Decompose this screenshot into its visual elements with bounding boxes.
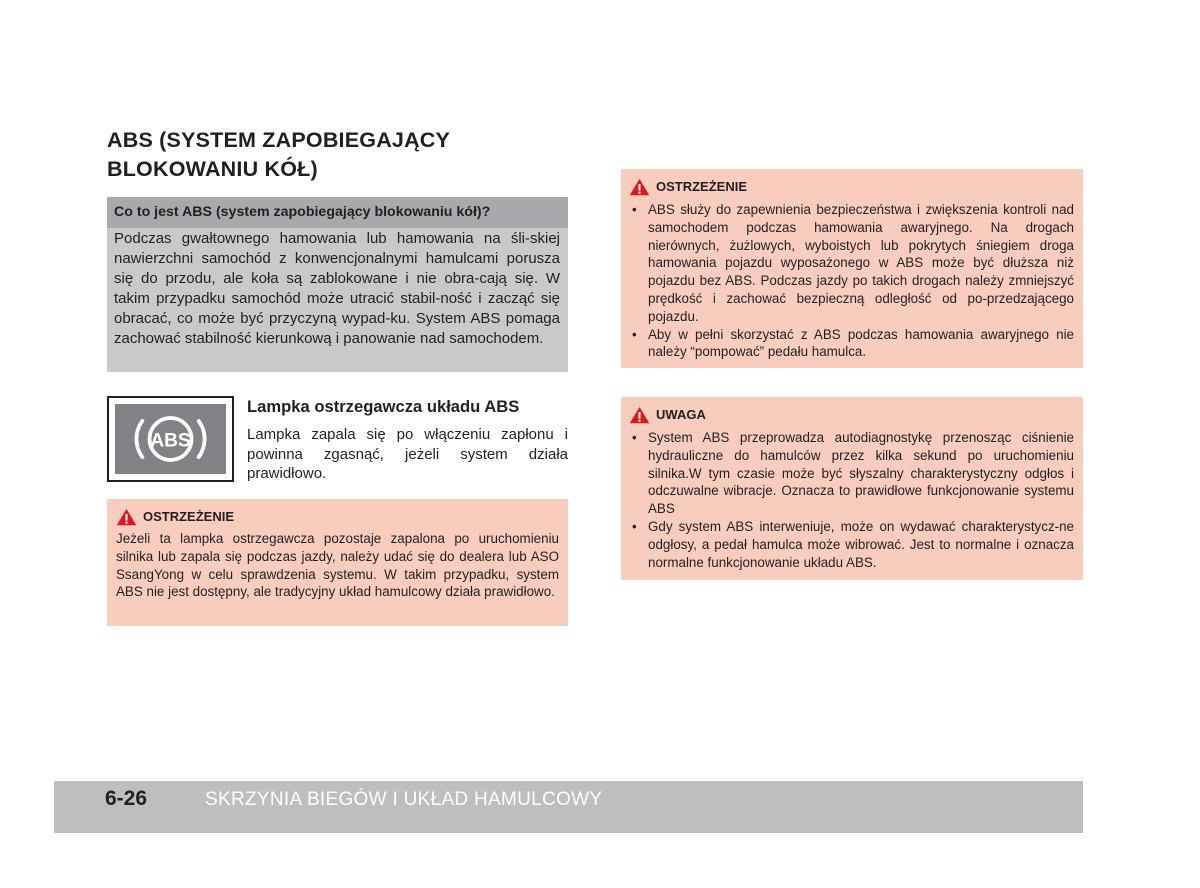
warning-box-left — [107, 499, 568, 626]
caution-label: UWAGA — [656, 407, 706, 422]
list-item: • Aby w pełni skorzystać z ABS podczas hamowania awaryjnego nie należy “pompować” pedału hamulca. — [629, 326, 1074, 362]
list-item: • ABS służy do zapewnienia bezpieczeństwa i zwiększenia kontroli nad samochodem podczas hamowania awaryjnego. Na drogach nierównych, żużlowych, wyboistych lub pokrytych śniegiem droga hamowania pojazdu wyposażonego w ABS może być dłuższa niż pojazdu bez ABS. Podczas jazdy po takich drogach należy zmniejszyć prędkość i zachować bezpieczną odległość od po-przedzającego pojazdu. — [629, 201, 1074, 326]
warning-label: OSTRZEŻENIE — [656, 179, 748, 194]
list-item: • System ABS przeprowadza autodiagnostykę przenosząc ciśnienie hydrauliczne do hamulców przez kilka sekund po uruchomieniu silnika.W tym czasie może być słyszalny charakterystyczny odgłos i odczuwalne wibracje. Oznacza to prawidłowe funkcjonowanie systemu ABS — [629, 429, 1074, 518]
abs-warning-lamp-icon — [107, 396, 234, 482]
caution-box-right — [621, 397, 1083, 580]
warning-triangle-icon — [629, 406, 650, 424]
page-footer — [54, 781, 1083, 833]
warning-label: OSTRZEŻENIE — [143, 509, 235, 524]
warning-text: Jeżeli ta lampka ostrzegawcza pozostaje zapalona po uruchomieniu silnika lub zapala się podczas jazdy, należy udać się do dealera lub ASO SsangYong w celu sprawdzenia systemu. W takim przypadku, system ABS nie jest dostępny, ale tradycyjny układ hamulcowy działa prawidłowo. — [116, 531, 559, 600]
warning-list — [629, 201, 1074, 361]
caution-list — [629, 429, 1074, 571]
warning-triangle-icon — [116, 508, 137, 526]
lamp-description: Lampka zapala się po włączeniu zapłonu i powinna zgasnąć, jeżeli system działa prawidłowo. — [247, 426, 568, 483]
section-title: SKRZYNIA BIEGÓW I UKŁAD HAMULCOWY — [205, 789, 603, 810]
info-box-body: Podczas gwałtownego hamowania lub hamowania na śli-skiej nawierzchni samochód z konwencjonalnymi hamulcami porusza się do przodu, ale koła są zablokowane i nie obra-cają się. W takim przypadku samochód może utracić stabil-ność i zacząć się obracać, co może być przyczyną wypad-ku. System ABS pomaga zachować stabilność kierunkową i panowanie nad samochodem. — [114, 230, 560, 347]
warning-header — [629, 178, 1074, 196]
warning-header — [116, 508, 559, 526]
page-number: 6-26 — [105, 787, 148, 810]
caution-header — [629, 406, 1074, 424]
abs-info-box — [107, 197, 568, 372]
warning-triangle-icon — [629, 178, 650, 196]
abs-lamp-label: ABS — [150, 430, 191, 452]
warning-box-right — [621, 169, 1083, 368]
info-box-heading: Co to jest ABS (system zapobiegający blokowaniu kół)? — [107, 197, 568, 228]
list-item: • Gdy system ABS interweniuje, może on wydawać charakterystycz-ne odgłosy, a pedał hamulca może wibrować. Jest to normalne i oznacza normalne funkcjonowanie układu ABS. — [629, 518, 1074, 571]
abs-lamp-symbol — [109, 398, 232, 480]
lamp-title: Lampka ostrzegawcza układu ABS — [247, 397, 520, 416]
page-title: ABS (SYSTEM ZAPOBIEGAJĄCY BLOKOWANIU KÓŁ) — [107, 128, 450, 181]
